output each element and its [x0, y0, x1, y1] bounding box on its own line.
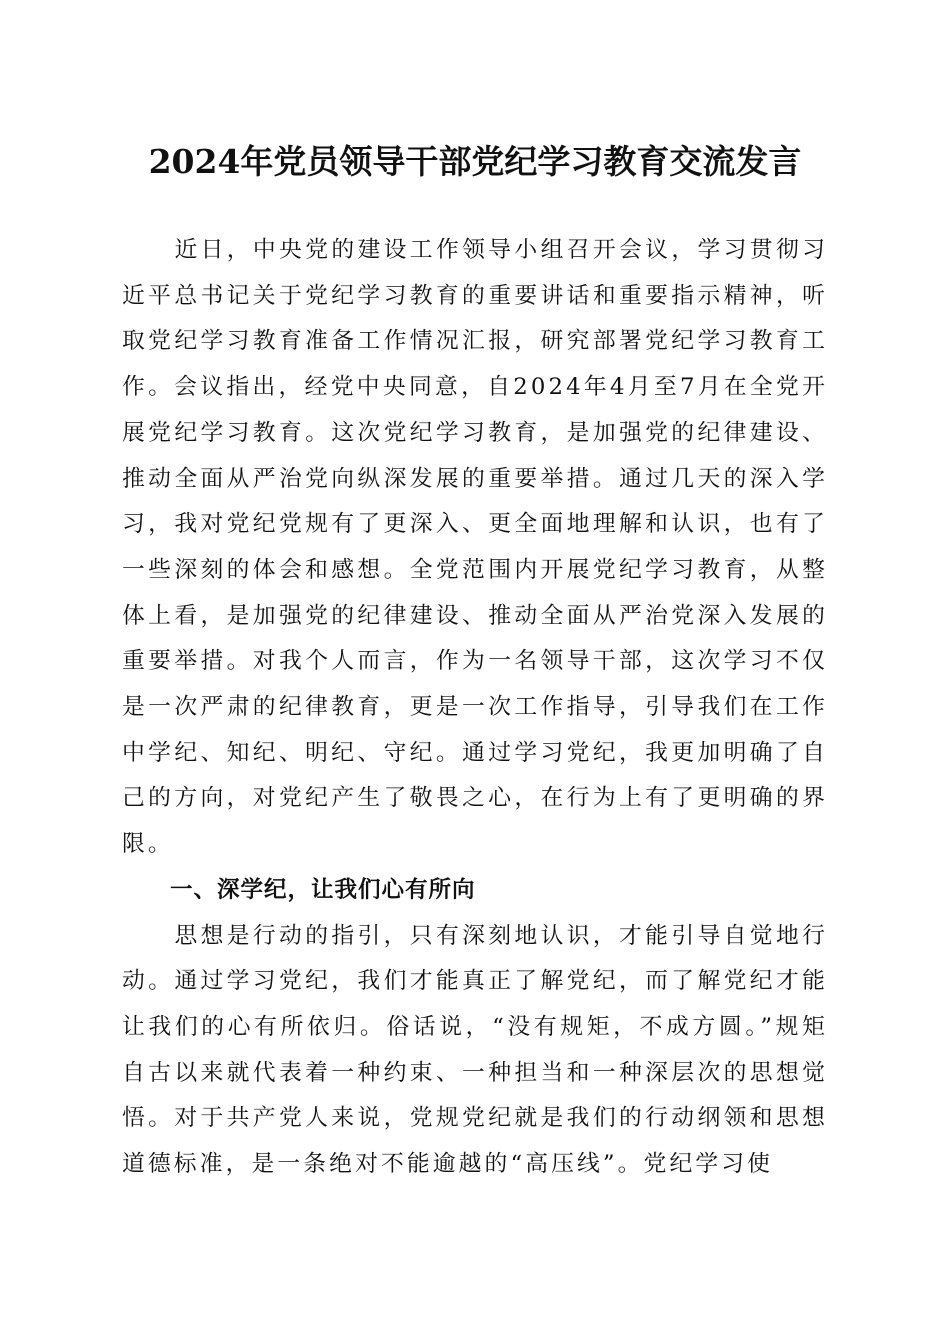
document-title: 2024年党员领导干部党纪学习教育交流发言 [148, 142, 802, 181]
section-heading: 一、深学纪，让我们心有所向 [170, 876, 476, 903]
section-paragraph: 思想是行动的指引，只有深刻地认识，才能引导自觉地行动。通过学习党纪，我们才能真正了解党纪，而了解党纪才能让我们的心有所依归。俗话说，“没有规矩，不成方圆。”规矩自古以来就代表着一种约束、一种担当和一种深层次的思想觉悟。对于共产党人来说，党规党纪就是我们的行动纲领和思想道德标准，是一条绝对不能逾越的“高压线”。党纪学习使 [122, 922, 828, 1178]
intro-paragraph: 近日，中央党的建设工作领导小组召开会议，学习贯彻习近平总书记关于党纪学习教育的重要讲话和重要指示精神，听取党纪学习教育准备工作情况汇报，研究部署党纪学习教育工作。会议指出，经党中央同意，自2024年4月至7月在全党开展党纪学习教育。这次党纪学习教育，是加强党的纪律建设、推动全面从严治党向纵深发展的重要举措。通过几天的深入学习，我对党纪党规有了更深入、更全面地理解和认识，也有了一些深刻的体会和感想。全党范围内开展党纪学习教育，从整体上看，是加强党的纪律建设、推动全面从严治党深入发展的重要举措。对我个人而言，作为一名领导干部，这次学习不仅是一次严肃的纪律教育，更是一次工作指导，引导我们在工作中学纪、知纪、明纪、守纪。通过学习党纪，我更加明确了自己的方向，对党纪产生了敬畏之心，在行为上有了更明确的界限。 [122, 237, 828, 858]
document-body [122, 228, 828, 1188]
